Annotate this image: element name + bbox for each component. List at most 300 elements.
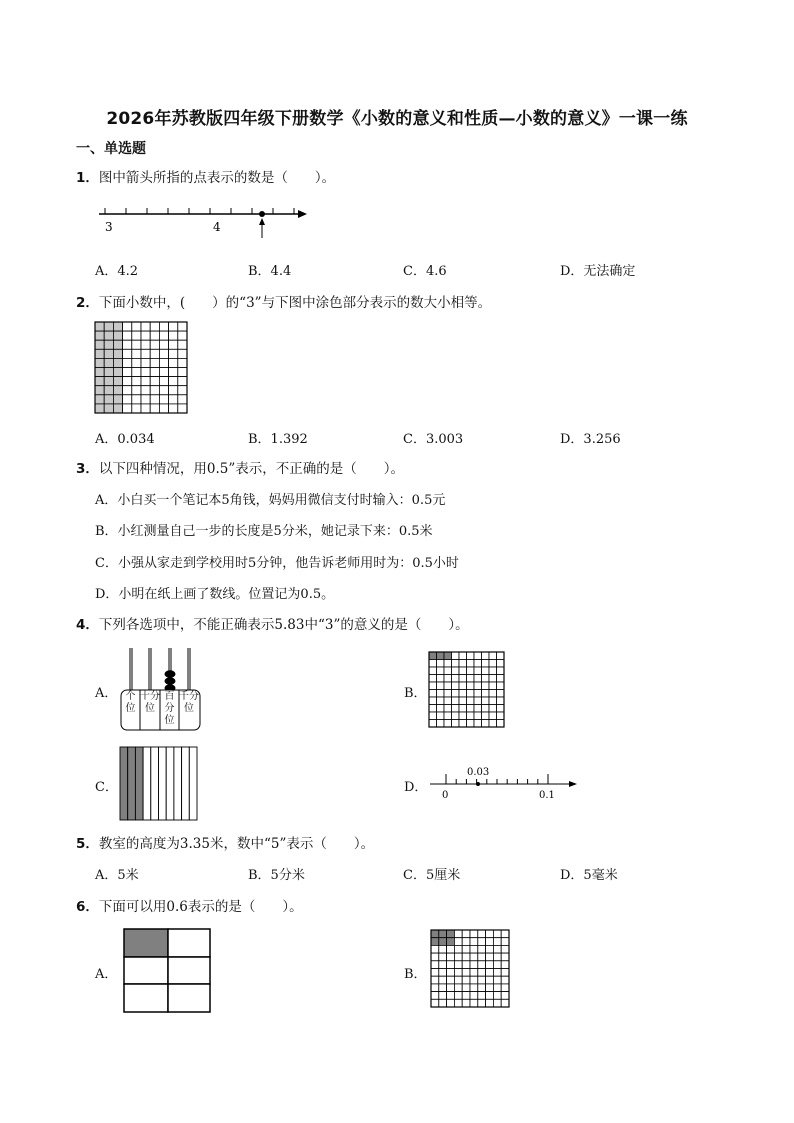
grid-cell: [169, 322, 178, 331]
q5-option-d[interactable]: D．5毫米: [560, 868, 618, 883]
grid-cell: [470, 930, 478, 938]
grid-cell: [429, 660, 437, 668]
question-3-number: 3．: [76, 461, 99, 477]
grid-cell: [474, 675, 482, 683]
grid-cell: [132, 377, 141, 386]
grid-cell: [123, 386, 132, 395]
grid-cell: [123, 340, 132, 349]
grid-cell: [439, 999, 447, 1007]
q4-option-c-label[interactable]: C．: [95, 780, 118, 795]
strip-section: [174, 747, 182, 820]
grid-cell: [482, 675, 490, 683]
q2-option-c[interactable]: C．3.003: [403, 432, 464, 447]
q6-six-part-grid: [122, 927, 214, 1015]
q3-option-c[interactable]: C．小强从家走到学校用时5分钟，他告诉老师用时为：0.5小时: [95, 556, 459, 571]
grid-cell: [141, 322, 150, 331]
grid-cell: [478, 938, 486, 946]
question-6: [76, 895, 303, 915]
q3-option-b[interactable]: B．小红测量自己一步的长度是5分米，她记录下来：0.5米: [95, 524, 433, 539]
grid-cell: [478, 992, 486, 1000]
grid-cell: [470, 984, 478, 992]
grid-cell: [437, 697, 445, 705]
grid-cell: [113, 358, 122, 367]
grid-cell: [439, 961, 447, 969]
question-2: [76, 291, 491, 311]
grid-cell: [474, 690, 482, 698]
grid-cell: [439, 930, 447, 938]
grid-cell: [497, 682, 505, 690]
grid-cell: [470, 999, 478, 1007]
grid-cell: [454, 953, 462, 961]
q5-option-c[interactable]: C．5厘米: [403, 868, 461, 883]
question-1-number: 1．: [76, 170, 99, 186]
grid-cell: [486, 992, 494, 1000]
grid-cell: [447, 930, 455, 938]
grid-cell: [454, 992, 462, 1000]
grid-cell: [454, 999, 462, 1007]
grid-cell: [113, 349, 122, 358]
grid-cell: [444, 652, 452, 660]
grid-cell: [482, 712, 490, 720]
grid-cell: [431, 930, 439, 938]
grid-cell: [501, 976, 509, 984]
strip-section: [189, 747, 197, 820]
grid-cell: [178, 322, 187, 331]
question-1-text: 图中箭头所指的点表示的数是（ ）。: [98, 170, 336, 186]
grid-cell: [452, 660, 460, 668]
strip-section: [143, 747, 151, 820]
grid-cell: [501, 930, 509, 938]
grid-cell: [95, 404, 104, 413]
grid-cell: [470, 992, 478, 1000]
grid-cell: [467, 675, 475, 683]
grid-cell: [489, 660, 497, 668]
grid-cell: [159, 377, 168, 386]
grid-cell: [437, 720, 445, 728]
grid-cell: [462, 969, 470, 977]
grid-cell: [159, 331, 168, 340]
grid-cell: [489, 712, 497, 720]
grid-cell: [113, 404, 122, 413]
grid-cell: [104, 331, 113, 340]
question-2-text: 下面小数中，( ）的“3”与下图中涂色部分表示的数大小相等。: [98, 295, 492, 311]
grid-cell: [497, 675, 505, 683]
grid-cell: [478, 953, 486, 961]
grid-cell: [439, 984, 447, 992]
grid-cell: [123, 377, 132, 386]
grid-cell: [113, 340, 122, 349]
grid-cell: [178, 340, 187, 349]
q4-hundred-grid: [428, 651, 506, 729]
grid-cell: [95, 340, 104, 349]
grid-cell: [493, 938, 501, 946]
grid-cell: [104, 377, 113, 386]
grid-cell: [467, 720, 475, 728]
grid-cell: [444, 660, 452, 668]
grid-cell: [482, 690, 490, 698]
grid-cell: [489, 690, 497, 698]
grid-cell: [439, 953, 447, 961]
grid-cell: [437, 660, 445, 668]
grid-cell: [123, 358, 132, 367]
grid-cell: [113, 377, 122, 386]
grid-cell: [452, 652, 460, 660]
grid-cell: [447, 938, 455, 946]
grid-cell: [95, 377, 104, 386]
grid-cell: [159, 404, 168, 413]
q4-option-d-label[interactable]: D．: [404, 780, 428, 795]
grid-cell: [444, 712, 452, 720]
grid-cell: [431, 969, 439, 977]
grid-cell: [452, 720, 460, 728]
grid-cell: [447, 945, 455, 953]
grid-cell: [489, 667, 497, 675]
grid-cell: [482, 667, 490, 675]
grid-cell: [454, 945, 462, 953]
grid-cell: [431, 961, 439, 969]
grid-cell: [501, 945, 509, 953]
grid-cell: [497, 652, 505, 660]
grid-cell: [489, 652, 497, 660]
grid-cell: [470, 976, 478, 984]
grid-cell: [132, 331, 141, 340]
grid-cell: [141, 377, 150, 386]
grid-cell: [447, 984, 455, 992]
question-4: [76, 613, 469, 633]
question-5-number: 5．: [76, 836, 99, 852]
strip-section: [166, 747, 174, 820]
question-3: [76, 457, 404, 477]
question-6-number: 6．: [76, 899, 99, 915]
grid-cell: [493, 945, 501, 953]
grid-cell: [482, 652, 490, 660]
grid-cell: [493, 969, 501, 977]
question-6-text: 下面可以用0.6表示的是（ ）。: [98, 899, 303, 915]
grid-cell: [454, 976, 462, 984]
q4-number-line: [428, 764, 580, 804]
grid-cell: [501, 999, 509, 1007]
grid-cell: [478, 961, 486, 969]
q2-option-a[interactable]: A．0.034: [95, 432, 155, 447]
strip-section: [120, 747, 128, 820]
grid-cell: [486, 976, 494, 984]
question-4-number: 4．: [76, 617, 99, 633]
grid-cell: [497, 667, 505, 675]
grid-cell: [141, 404, 150, 413]
question-1: [76, 166, 335, 186]
q4-line-label-0: 0: [442, 790, 449, 801]
grid-cell: [452, 675, 460, 683]
grid-cell: [489, 705, 497, 713]
grid-cell: [501, 938, 509, 946]
grid-cell: [493, 961, 501, 969]
grid-cell: [447, 999, 455, 1007]
q5-option-a[interactable]: A．5米: [95, 868, 139, 883]
abacus-place-ones: 个位: [125, 691, 136, 714]
q3-option-d[interactable]: D．小明在纸上画了数线。位置记为0.5。: [95, 587, 335, 602]
grid-cell: [497, 690, 505, 698]
grid-cell: [429, 682, 437, 690]
grid-cell: [459, 667, 467, 675]
grid-cell: [431, 938, 439, 946]
grid-cell: [437, 652, 445, 660]
grid-cell: [470, 969, 478, 977]
grid-cell: [489, 697, 497, 705]
grid-cell: [444, 720, 452, 728]
grid-cell: [452, 705, 460, 713]
grid-cell: [150, 358, 159, 367]
grid-cell: [437, 712, 445, 720]
grid-cell: [159, 395, 168, 404]
grid-cell: [478, 999, 486, 1007]
q6-option-a-label[interactable]: A．: [95, 967, 118, 982]
grid-cell: [132, 349, 141, 358]
grid-cell: [486, 930, 494, 938]
q2-option-b[interactable]: B．1.392: [248, 432, 308, 447]
grid-cell: [482, 682, 490, 690]
grid-cell: [447, 992, 455, 1000]
grid-cell: [429, 652, 437, 660]
grid-cell: [493, 999, 501, 1007]
grid-cell: [467, 712, 475, 720]
grid-cell: [462, 999, 470, 1007]
grid-cell: [454, 984, 462, 992]
grid-cell: [429, 667, 437, 675]
grid-cell: [444, 667, 452, 675]
grid-cell: [95, 358, 104, 367]
grid-cell: [431, 992, 439, 1000]
grid-cell: [439, 945, 447, 953]
grid-cell: [470, 938, 478, 946]
grid-cell: [431, 984, 439, 992]
q2-option-d[interactable]: D．3.256: [560, 432, 621, 447]
grid-cell: [123, 331, 132, 340]
q1-label-4: 4: [213, 220, 221, 234]
grid-cell: [447, 961, 455, 969]
q4-option-b-label[interactable]: B．: [404, 686, 427, 701]
grid-cell: [159, 368, 168, 377]
q6-hundred-grid: [430, 929, 512, 1009]
grid-cell: [470, 945, 478, 953]
grid-cell: [489, 682, 497, 690]
grid-cell: [113, 322, 122, 331]
grid-cell: [178, 331, 187, 340]
grid-cell: [444, 682, 452, 690]
grid-cell: [501, 984, 509, 992]
question-5-text: 教室的高度为3.35米，数中“5”表示（ ）。: [98, 836, 375, 852]
grid-cell: [467, 652, 475, 660]
grid-cell: [493, 992, 501, 1000]
grid-cell: [486, 953, 494, 961]
grid-cell: [474, 660, 482, 668]
grid-cell: [150, 404, 159, 413]
abacus-place-thousandths: 千分位: [179, 691, 199, 714]
grid-cell: [486, 945, 494, 953]
grid-cell: [486, 938, 494, 946]
grid-cell: [178, 368, 187, 377]
page-title: 2026年苏教版四年级下册数学《小数的意义和性质—小数的意义》一课一练: [106, 109, 688, 129]
grid-cell: [459, 697, 467, 705]
q1-option-d[interactable]: D．无法确定: [560, 264, 636, 279]
grid-cell: [439, 969, 447, 977]
grid-cell: [95, 395, 104, 404]
q5-option-b[interactable]: B．5分米: [248, 868, 305, 883]
grid-cell: [141, 368, 150, 377]
strip-section: [151, 747, 159, 820]
grid-cell: [482, 660, 490, 668]
grid-cell: [169, 377, 178, 386]
grid-cell: [178, 358, 187, 367]
grid-cell: [429, 720, 437, 728]
abacus-place-hundredths: 百分位: [164, 691, 175, 726]
grid-cell: [113, 331, 122, 340]
grid-cell: [429, 690, 437, 698]
grid-cell: [113, 368, 122, 377]
grid-cell: [474, 652, 482, 660]
abacus-bead: [165, 677, 176, 685]
grid-cell: [437, 675, 445, 683]
grid-cell: [150, 349, 159, 358]
q4-line-label-point: 0.03: [467, 767, 490, 778]
grid-cell: [497, 697, 505, 705]
question-2-number: 2．: [76, 295, 99, 311]
grid-cell: [159, 349, 168, 358]
q1-option-b[interactable]: B．4.4: [248, 264, 292, 279]
grid-cell: [439, 976, 447, 984]
grid-cell: [150, 386, 159, 395]
grid-cell: [104, 349, 113, 358]
grid-cell: [169, 331, 178, 340]
grid-cell: [501, 969, 509, 977]
grid-cell: [150, 331, 159, 340]
q4-tenths-strip: [119, 746, 199, 822]
grid-cell: [501, 992, 509, 1000]
q6-option-b-label[interactable]: B．: [404, 967, 427, 982]
grid-cell: [123, 368, 132, 377]
grid-cell: [141, 395, 150, 404]
grid-cell: [132, 358, 141, 367]
grid-cell: [123, 322, 132, 331]
grid-cell: [482, 705, 490, 713]
grid-cell: [132, 395, 141, 404]
grid-cell: [459, 705, 467, 713]
grid-cell: [467, 690, 475, 698]
grid-cell: [478, 984, 486, 992]
abacus-place-tenths: 十分位: [140, 691, 160, 714]
grid-cell: [429, 705, 437, 713]
q4-option-a-label[interactable]: A．: [95, 686, 118, 701]
grid-cell: [150, 322, 159, 331]
grid-cell: [452, 712, 460, 720]
grid-cell: [486, 961, 494, 969]
grid-cell: [132, 368, 141, 377]
grid-cell: [95, 349, 104, 358]
grid-cell: [486, 984, 494, 992]
grid-cell: [482, 697, 490, 705]
grid-cell: [452, 682, 460, 690]
grid-cell: [459, 652, 467, 660]
grid-cell: [159, 386, 168, 395]
strip-section: [182, 747, 190, 820]
grid-cell: [454, 969, 462, 977]
q1-point: [259, 211, 265, 217]
grid-cell: [478, 976, 486, 984]
grid-cell: [169, 395, 178, 404]
grid-cell: [501, 953, 509, 961]
strip-section: [159, 747, 167, 820]
grid-cell: [454, 961, 462, 969]
grid-cell: [150, 395, 159, 404]
grid-cell: [459, 690, 467, 698]
grid-cell: [470, 961, 478, 969]
grid-cell: [462, 992, 470, 1000]
grid-cell: [95, 331, 104, 340]
grid-cell: [462, 930, 470, 938]
grid-cell: [95, 386, 104, 395]
grid-cell: [462, 945, 470, 953]
grid-cell: [429, 712, 437, 720]
grid-cell: [486, 969, 494, 977]
grid-cell: [159, 358, 168, 367]
grid-cell: [132, 404, 141, 413]
grid-cell: [493, 976, 501, 984]
question-4-text: 下列各选项中，不能正确表示5.83中“3”的意义的是（ ）。: [98, 617, 469, 633]
grid-cell: [497, 712, 505, 720]
grid-cell: [474, 667, 482, 675]
grid-cell: [459, 712, 467, 720]
grid-cell: [474, 697, 482, 705]
grid-cell: [470, 953, 478, 961]
question-5: [76, 832, 374, 852]
grid-cell: [431, 999, 439, 1007]
grid-cell: [178, 386, 187, 395]
grid-cell: [113, 386, 122, 395]
grid-cell: [132, 322, 141, 331]
grid-cell: [462, 953, 470, 961]
grid-cell: [132, 340, 141, 349]
grid-cell: [104, 395, 113, 404]
grid-cell: [447, 953, 455, 961]
grid-cell: [429, 675, 437, 683]
grid-cell: [104, 386, 113, 395]
grid-cell: [497, 720, 505, 728]
grid-cell: [454, 938, 462, 946]
q1-option-c[interactable]: C．4.6: [403, 264, 447, 279]
grid-cell: [169, 386, 178, 395]
grid-cell: [452, 690, 460, 698]
grid-cell: [104, 404, 113, 413]
grid-cell: [462, 976, 470, 984]
grid-cell: [459, 675, 467, 683]
grid-cell: [474, 720, 482, 728]
q1-option-a[interactable]: A．4.2: [95, 264, 139, 279]
grid-cell: [482, 720, 490, 728]
abacus-bead: [165, 670, 176, 678]
grid-cell: [444, 690, 452, 698]
grid-cell: [467, 705, 475, 713]
grid-cell: [478, 969, 486, 977]
grid-cell: [489, 720, 497, 728]
q2-hundred-grid: [94, 321, 190, 415]
q3-option-a[interactable]: A．小白买一个笔记本5角钱，妈妈用微信支付时输入：0.5元: [95, 493, 446, 508]
grid-cell: [478, 930, 486, 938]
strip-section: [128, 747, 136, 820]
grid-cell: [159, 340, 168, 349]
grid-cell: [169, 368, 178, 377]
grid-cell: [493, 930, 501, 938]
grid-cell: [178, 377, 187, 386]
strip-section: [135, 747, 143, 820]
